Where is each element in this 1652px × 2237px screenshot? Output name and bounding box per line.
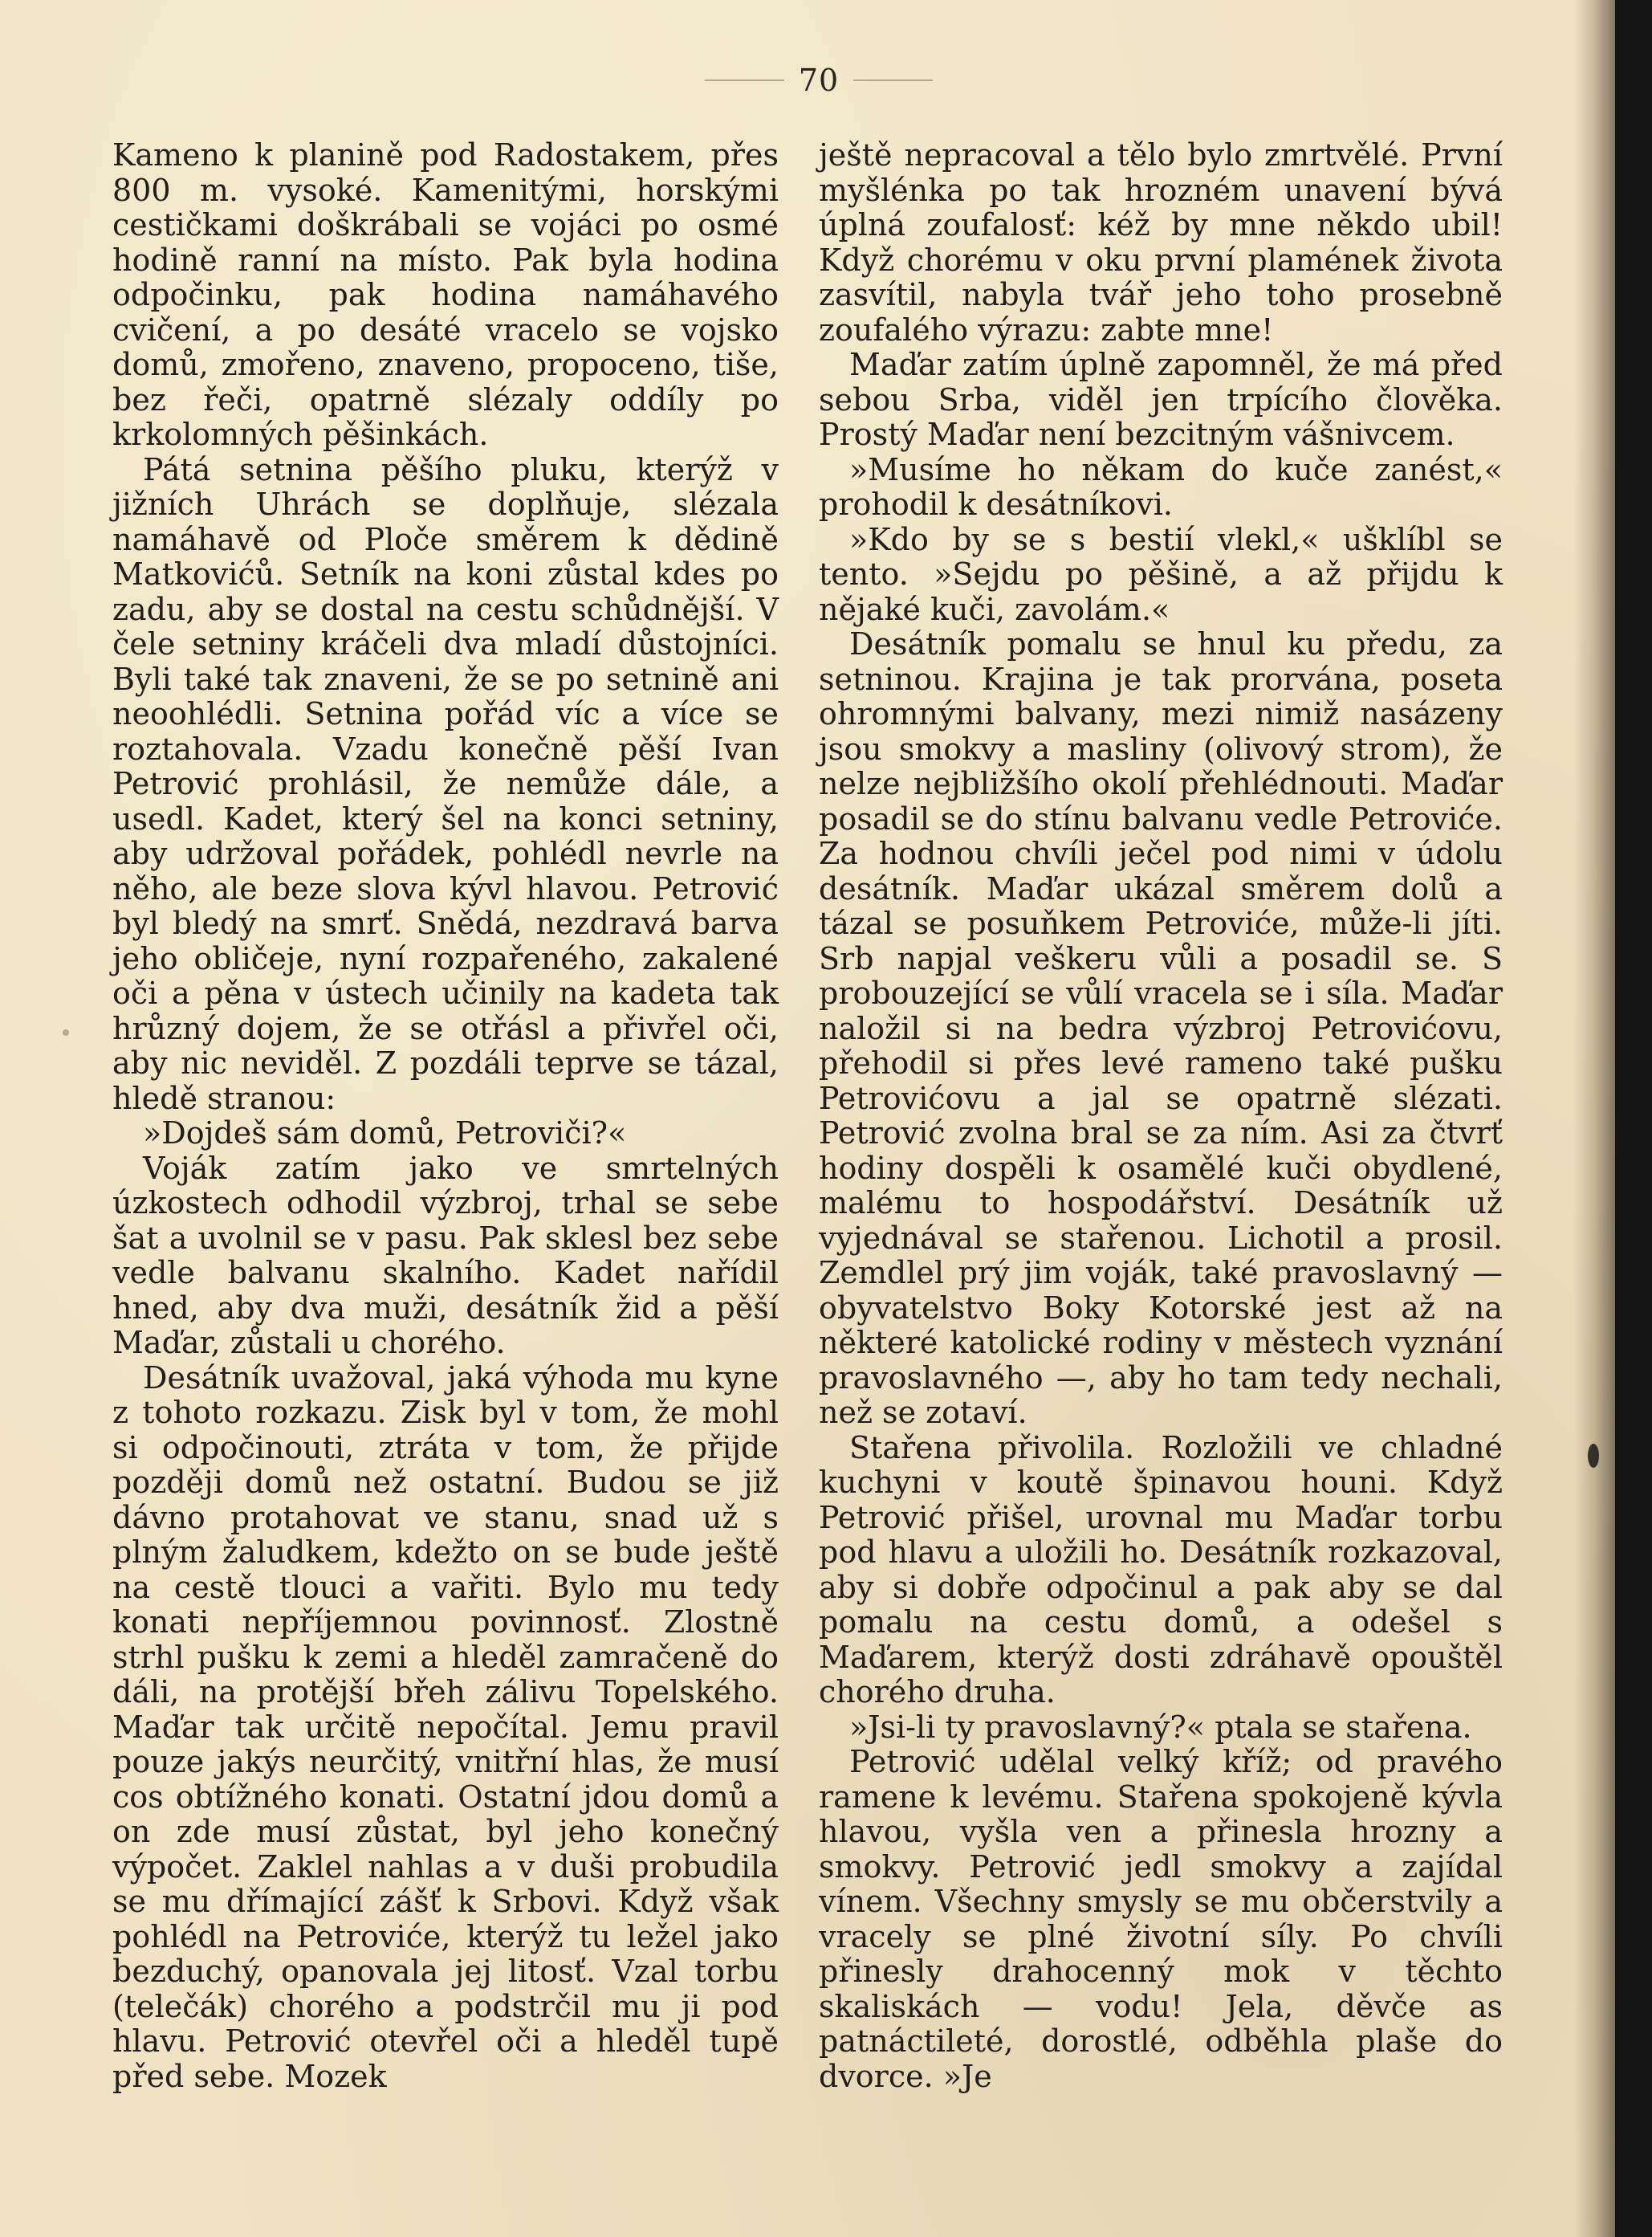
- paragraph: »Jsi-li ty pravoslavný?« ptala se stařena.: [849, 1709, 1472, 1745]
- header-rule-left: [705, 79, 784, 81]
- binding-mark: [1588, 1444, 1599, 1468]
- page-header: [690, 56, 947, 104]
- paragraph: »Musíme ho někam do kuče zanést,« prohodil k desátníkovi.: [819, 451, 1503, 522]
- right-text-column: [819, 138, 1503, 2094]
- paragraph: Petrović udělal velký kříž; od pravého ramene k levému. Stařena spokojeně kývla hlavou, vyšla ven a přinesla hrozny a smokvy. Petrović jedl smokvy a zajídal vínem. Všechny smysly se mu občerstvily a vracely se plné životní síly. Po chvíli přinesly drahocenný mok v těchto skaliskách — vodu! Jela, děvče as patnáctileté, dorostlé, odběhla plaše do dvorce. »Je: [819, 1744, 1503, 2094]
- paragraph: ještě nepracoval a tělo bylo zmrtvělé. První myšlénka po tak hrozném unavení bývá úplná zoufalosť: kéž by mne někdo ubil! Když chorému v oku první plamének života zasvítil, nabyla tvář jeho toho prosebně zoufalého výrazu: zabte mne!: [819, 137, 1503, 348]
- paragraph: »Dojdeš sám domů, Petroviči?«: [143, 1115, 627, 1151]
- paragraph: Maďar zatím úplně zapomněl, že má před sebou Srba, viděl jen trpícího člověka. Prostý Maďar není bezcitným vášnivcem.: [819, 347, 1503, 452]
- left-text-column: [112, 138, 779, 2094]
- paragraph: Desátník uvažoval, jaká výhoda mu kyne z tohoto rozkazu. Zisk byl v tom, že mohl si odpočinouti, ztráta v tom, že přijde později domů než ostatní. Budou se již dávno protahovat ve stanu, snad už s plným žaludkem, kdežto on se bude ještě na cestě tlouci a vařiti. Bylo mu tedy konati nepříjemnou povinnosť. Zlostně strhl pušku k zemi a hleděl zamračeně do dáli, na protější břeh zálivu Topelského. Maďar tak určitě nepočítal. Jemu pravil pouze jakýs neurčitý, vnitřní hlas, že musí cos obtížného konati. Ostatní jdou domů a on zde musí zůstat, byl jeho konečný výpočet. Zaklel nahlas a v duši probudila se mu dřímající zášť k Srbovi. Když však pohlédl na Petroviće, kterýž tu ležel jako bezduchý, opanovala jej litosť. Vzal torbu (telečák) chorého a podstrčil mu ji pod hlavu. Petrović otevřel oči a hleděl tupě před sebe. Mozek: [112, 1359, 779, 2094]
- paper-speck: [63, 1029, 69, 1036]
- paragraph: Pátá setnina pěšího pluku, kterýž v jižních Uhrách se doplňuje, slézala namáhavě od Ploče směrem k dědině Matkovićů. Setník na koni zůstal kdes po zadu, aby se dostal na cestu schůdnější. V čele setniny kráčeli dva mladí důstojníci. Byli také tak znaveni, že se po setnině ani neoohlédli. Setnina pořád víc a více se roztahovala. Vzadu konečně pěší Ivan Petrović prohlásil, že nemůže dále, a usedl. Kadet, který šel na konci setniny, aby udržoval pořádek, pohlédl nevrle na něho, ale beze slova kývl hlavou. Petrović byl bledý na smrť. Snědá, nezdravá barva jeho obličeje, nyní rozpařeného, zakalené oči a pěna v ústech učinily na kadeta tak hrůzný dojem, že se otřásl a přivřel oči, aby nic neviděl. Z pozdáli teprve se tázal, hledě stranou:: [112, 451, 779, 1116]
- paragraph: Voják zatím jako ve smrtelných úzkostech odhodil výzbroj, trhal se sebe šat a uvolnil se v pasu. Pak sklesl bez sebe vedle balvanu skalního. Kadet nařídil hned, aby dva muži, desátník žid a pěší Maďar, zůstali u chorého.: [112, 1150, 779, 1360]
- paragraph: Stařena přivolila. Rozložili ve chladné kuchyni v koutě špinavou houni. Když Petrović přišel, urovnal mu Maďar torbu pod hlavu a uložili ho. Desátník rozkazoval, aby si dobře odpočinul a pak aby se dal pomalu na cestu domů, a odešel s Maďarem, kterýž dosti zdráhavě opouštěl chorého druha.: [819, 1429, 1503, 1709]
- page-binding-shadow: [1573, 0, 1615, 2237]
- header-rule-right: [853, 79, 933, 81]
- paragraph: »Kdo by se s bestií vlekl,« ušklíbl se tento. »Sejdu po pěšině, a až přijdu k nějaké kuči, zavolám.«: [819, 521, 1503, 627]
- paragraph: Desátník pomalu se hnul ku předu, za setninou. Krajina je tak prorvána, poseta ohromnými balvany, mezi nimiž nasázeny jsou smokvy a masliny (olivový strom), že nelze nejbližšího okolí přehlédnouti. Maďar posadil se do stínu balvanu vedle Petroviće. Za hodnou chvíli ječel pod nimi v údolu desátník. Maďar ukázal směrem dolů a tázal se posuňkem Petroviće, může-li jíti. Srb napjal veškeru vůli a posadil se. S probouzející se vůlí vracela se i síla. Maďar naložil si na bedra výzbroj Petrovićovu, přehodil si přes levé rameno také pušku Petrovićovu a jal se opatrně slézati. Petrović zvolna bral se za ním. Asi za čtvrť hodiny dospěli k osamělé kuči obydlené, malému to hospodářství. Desátník už vyjednával se stařenou. Lichotil a prosil. Zemdlel prý jim voják, také pravoslavný — obyvatelstvo Boky Kotorské jest až na některé katolické rodiny v městech vyznání pravoslavného —, aby ho tam tedy nechali, než se zotaví.: [819, 626, 1503, 1430]
- paragraph: Kameno k planině pod Radostakem, přes 800 m. vysoké. Kamenitými, horskými cestičkami doškrábali se vojáci po osmé hodině ranní na místo. Pak byla hodina odpočinku, pak hodina namáhavého cvičení, a po desáté vracelo se vojsko domů, zmořeno, znaveno, propoceno, tiše, bez řeči, opatrně slézaly oddíly po krkolomných pěšinkách.: [112, 137, 779, 452]
- page-number: 70: [798, 63, 840, 98]
